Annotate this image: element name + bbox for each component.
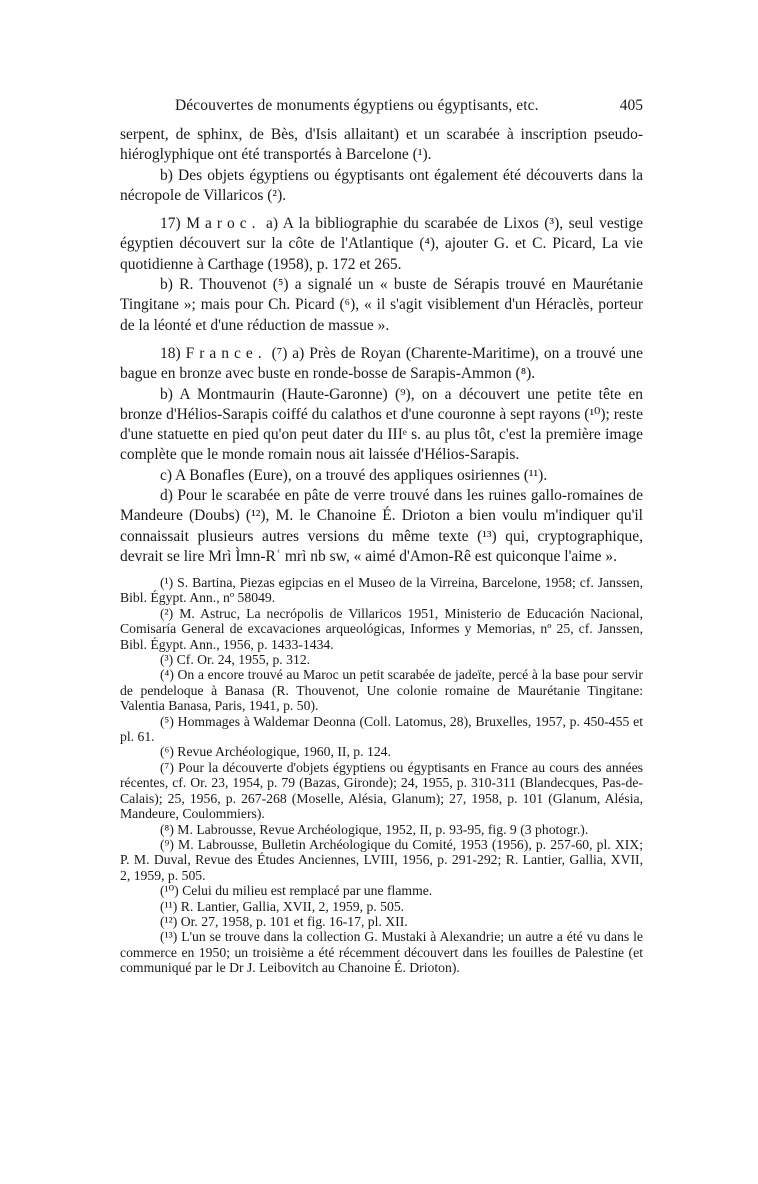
page-number: 405 — [619, 97, 643, 114]
paragraph-morocco — [120, 214, 643, 275]
paragraph: d) Pour le scarabée en pâte de verre trouvé dans les ruines gallo-romaines de Mandeure (Doubs) (¹²), M. le Chanoine É. Drioton a bien voulu m'indiquer qu'il connaissait plusieurs autres versions du même texte (¹³) qui, cryptographique, devrait se lire Mrì Ìmn-Rʿ mrì nb sw, « aimé d'Amon-Rê est quiconque l'aime ». — [120, 487, 643, 565]
country-heading: France. — [185, 344, 267, 362]
footnote: (⁹) M. Labrousse, Bulletin Archéologique du Comité, 1953 (1956), p. 257-60, pl. XIX; P. M. Duval, Revue des Études Anciennes, LVIII, 1956, p. 291-292; R. Lantier, Gallia, XVII, 2, 1959, p. 505. — [120, 836, 643, 883]
paragraph-france — [120, 344, 643, 385]
footnote: (¹⁰) Celui du milieu est remplacé par une flamme. — [160, 883, 433, 899]
footnote: (¹) S. Bartina, Piezas egipcias en el Museo de la Virreina, Barcelone, 1958; cf. Janssen, Bibl. Égypt. Ann., nº 58049. — [120, 575, 643, 606]
paragraph: b) Des objets égyptiens ou égyptisants ont également été découverts dans la nécropole de Villaricos (²). — [120, 166, 643, 204]
footnote: (⁶) Revue Archéologique, 1960, II, p. 124. — [160, 744, 391, 760]
footnote: (¹³) L'un se trouve dans la collection G. Mustaki à Alexandrie; un autre a été vu dans le commerce en 1950; un troisième a été récemment découvert dans les fouilles de Palestine (et communiqué par le Dr J. Leibovitch au Chanoine É. Drioton). — [120, 929, 643, 976]
footnote: (⁴) On a encore trouvé au Maroc un petit scarabée de jadeïte, percé à la base pour servir de pendeloque à Banasa (R. Thouvenot, Une colonie romaine de Maurétanie Tingitane: Valentia Banasa, Paris, 1941, p. 50). — [120, 667, 643, 714]
footnote: (⁵) Hommages à Waldemar Deonna (Coll. Latomus, 28), Bruxelles, 1957, p. 450-455 et pl. 61. — [120, 713, 643, 745]
footnote: (¹¹) R. Lantier, Gallia, XVII, 2, 1959, p. 505. — [160, 898, 405, 914]
paragraph-text: a) A la bibliographie du scarabée de Lixos (³), seul vestige égyptien découvert sur la côte de l'Atlantique (⁴), ajouter G. et C. Picard, La vie quotidienne à Carthage (1958), p. 172 et 265. — [120, 215, 644, 273]
country-heading: Maroc. — [186, 215, 261, 233]
paragraph: b) R. Thouvenot (⁵) a signalé un « buste de Sérapis trouvé en Maurétanie Tingitane »; mais pour Ch. Picard (⁶), « il s'agit visiblement d'un Héraclès, porteur de la léonté et d'une réduction de massue ». — [120, 276, 643, 334]
footnote: (⁸) M. Labrousse, Revue Archéologique, 1952, II, p. 93-95, fig. 9 (3 photogr.). — [160, 821, 589, 837]
footnotes — [120, 575, 643, 976]
footnote: (⁷) Pour la découverte d'objets égyptiens ou égyptisants en France au cours des années récentes, cf. Or. 23, 1954, p. 79 (Bazas, Gironde); 24, 1955, p. 310-311 (Blandecques, Pas-de-Calais); 25, 1956, p. 267-268 (Moselle, Alésia, Glanum); 27, 1958, p. 101 (Glanum, Alésia, Mandeure, Coulommiers). — [120, 759, 643, 822]
paragraph: serpent, de sphinx, de Bès, d'Isis allaitant) et un scarabée à inscription pseudo-hiéroglyphique ont été transportés à Barcelone (¹). — [120, 126, 643, 164]
paragraph-text: (⁷) a) Près de Royan (Charente-Maritime), on a trouvé une bague en bronze avec buste en ronde-bosse de Sarapis-Ammon (⁸). — [120, 344, 644, 383]
paragraph: b) A Montmaurin (Haute-Garonne) (⁹), on a découvert une petite tête en bronze d'Hélios-Sarapis coiffé du calathos et d'une couronne à sept rayons (¹⁰); reste d'une statuette en pied qu'on peut dater du IIIᵉ s. au plus tôt, c'est la première image complète que le monde romain nous ait laissée d'Hélios-Sarapis. — [120, 385, 643, 464]
paragraph: c) A Bonafles (Eure), on a trouvé des appliques osiriennes (¹¹). — [160, 466, 548, 484]
main-text — [120, 125, 643, 567]
footnote: (¹²) Or. 27, 1958, p. 101 et fig. 16-17, pl. XII. — [160, 913, 408, 929]
running-title: Découvertes de monuments égyptiens ou égyptisants, etc. — [175, 97, 539, 114]
footnote: (²) M. Astruc, La necrópolis de Villaricos 1951, Ministerio de Educación Nacional, Comisaría General de excavaciones arqueológicas, Informes y Memorias, nº 25, cf. Janssen, Bibl. Égypt. Ann., 1956, p. 1433-1434. — [120, 605, 643, 652]
section-number: 18) — [160, 344, 181, 362]
section-number: 17) — [160, 215, 181, 233]
footnote: (³) Cf. Or. 24, 1955, p. 312. — [160, 652, 311, 668]
